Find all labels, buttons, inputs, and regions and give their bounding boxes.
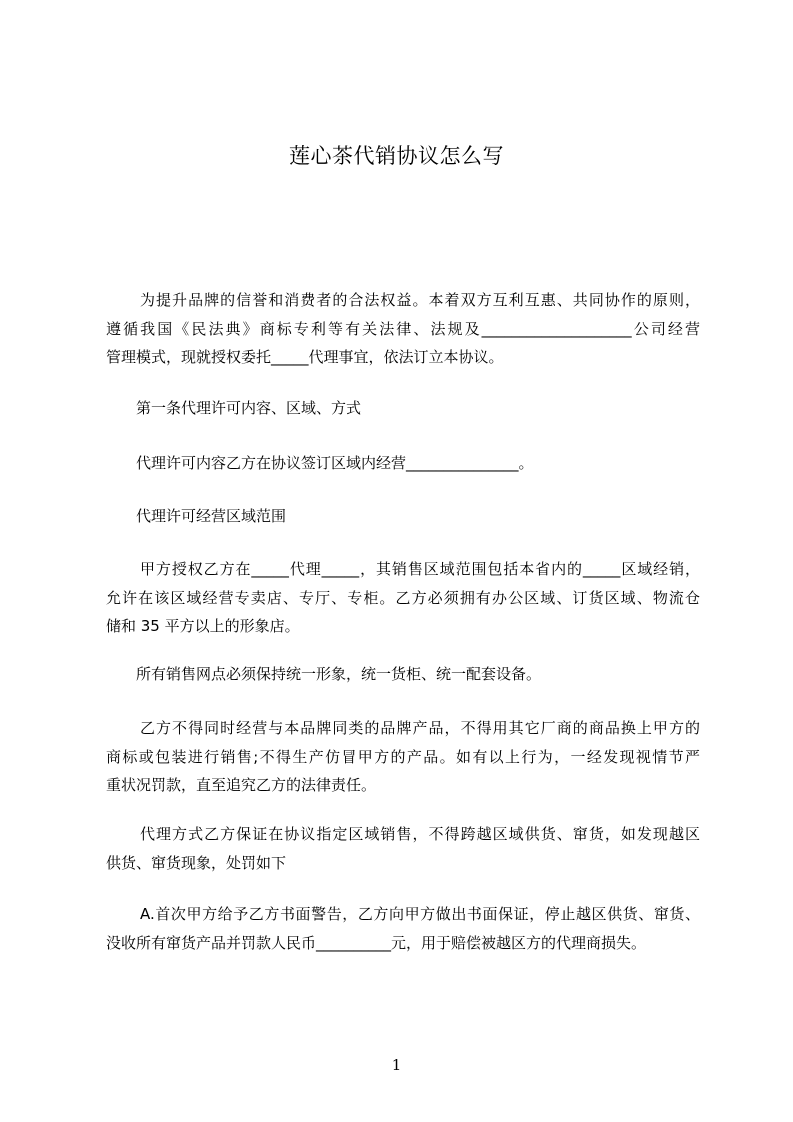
paragraph-line: A.首次甲方给予乙方书面警告，乙方向甲方做出书面保证，停止越区供货、窜货、 <box>140 905 700 923</box>
paragraph-line: 重状况罚款，直至追究乙方的法律责任。 <box>106 776 377 794</box>
document-title: 莲心茶代销协议怎么写 <box>289 144 504 168</box>
paragraph-line: 储和 35 平方以上的形象店。 <box>106 617 300 635</box>
paragraph-license-content <box>106 449 700 478</box>
paragraph-line: 甲方授权乙方在_____代理_____，其销售区域范围包括本省内的_____区域经销， <box>140 560 700 578</box>
paragraph-penalty-a <box>106 900 700 957</box>
paragraph-agency-method <box>106 820 700 877</box>
paragraph-line: 代理许可内容乙方在协议签订区域内经营_______________。 <box>136 454 534 472</box>
paragraph-line: 允许在该区域经营专卖店、专厅、专柜。乙方必须拥有办公区域、订货区域、物流仓 <box>106 588 700 607</box>
paragraph-line: 代理许可经营区域范围 <box>136 507 287 525</box>
paragraph-line: 遵循我国《民法典》商标专利等有关法律、法规及____________________公司经营 <box>106 319 700 338</box>
paragraph-line: 乙方不得同时经营与本品牌同类的品牌产品，不得用其它厂商的商品换上甲方的 <box>140 719 700 737</box>
paragraph-license-region <box>106 555 700 641</box>
paragraph-line: 代理方式乙方保证在协议指定区域销售，不得跨越区域供货、窜货，如发现越区 <box>140 825 700 843</box>
paragraph-line: 为提升品牌的信誉和消费者的合法权益。本着双方互利互惠、共同协作的原则， <box>140 291 700 309</box>
paragraph-line: 第一条代理许可内容、区域、方式 <box>136 399 362 417</box>
paragraph-line: 所有销售网点必须保持统一形象，统一货柜、统一配套设备。 <box>136 665 542 683</box>
paragraph-line: 商标或包装进行销售;不得生产仿冒甲方的产品。如有以上行为，一经发现视情节严 <box>106 747 700 766</box>
paragraph-line: 没收所有窜货产品并罚款人民币__________元，用于赔偿被越区方的代理商损失。 <box>106 933 647 952</box>
paragraph-line: 供货、窜货现象，处罚如下 <box>106 853 287 872</box>
paragraph-exclusivity <box>106 714 700 800</box>
paragraph-intro <box>106 286 700 372</box>
paragraph-article-1-heading <box>106 394 700 423</box>
paragraph-unified-image <box>106 660 700 689</box>
paragraph-line: 管理模式，现就授权委托_____代理事宜，依法订立本协议。 <box>106 348 504 366</box>
paragraph-license-region-heading <box>106 502 700 531</box>
page-number: 1 <box>391 1056 402 1074</box>
